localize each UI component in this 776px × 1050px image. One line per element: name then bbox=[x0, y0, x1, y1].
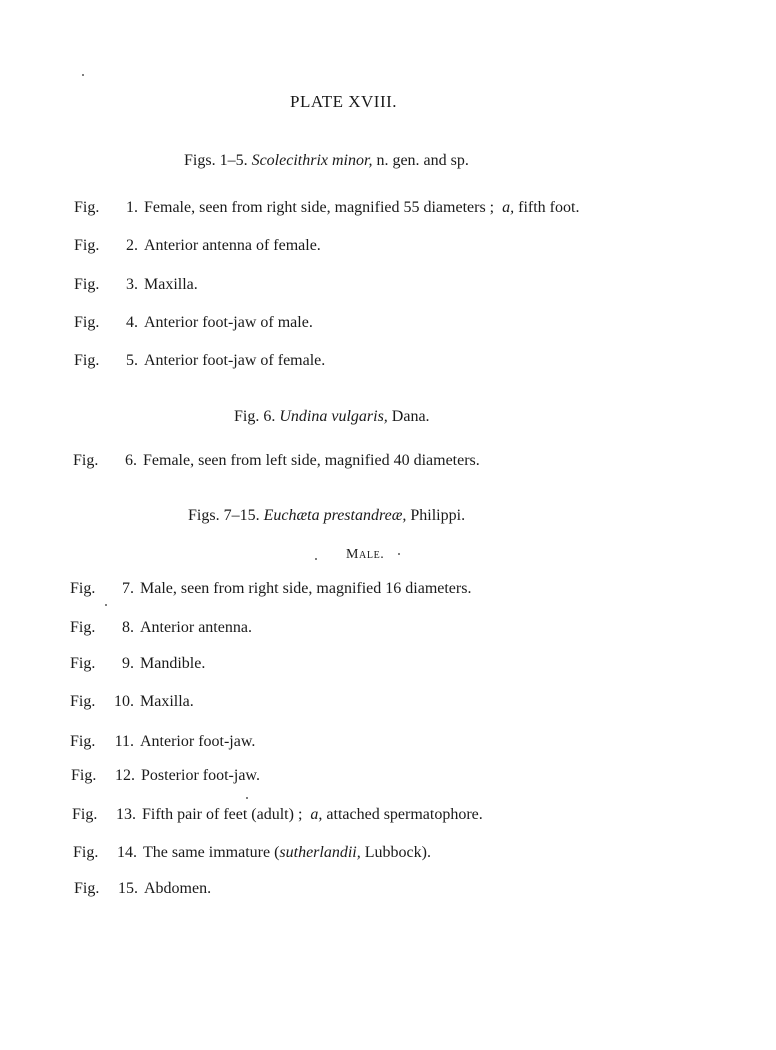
section1-heading bbox=[184, 152, 469, 170]
fig-number: 3. bbox=[126, 276, 138, 293]
fig-number: 15. bbox=[118, 880, 138, 897]
fig-description-after: Lubbock). bbox=[364, 844, 431, 861]
fig-label: Fig. bbox=[70, 693, 96, 710]
print-speck bbox=[82, 74, 84, 76]
fig-label: Fig. bbox=[70, 655, 96, 672]
section2-heading-suffix: Dana. bbox=[391, 408, 430, 425]
print-speck bbox=[105, 604, 107, 606]
fig-label: Fig. bbox=[72, 806, 98, 823]
entry-fig-15 bbox=[74, 879, 211, 899]
fig-description: The same immature ( bbox=[143, 844, 280, 861]
plate-title: PLATE XVIII. bbox=[290, 92, 398, 111]
fig-number: 12. bbox=[115, 767, 135, 784]
fig-number: 9. bbox=[122, 655, 134, 672]
entry-fig-13 bbox=[72, 805, 483, 825]
entry-fig-14 bbox=[73, 843, 431, 863]
fig-number: 2. bbox=[126, 237, 138, 254]
fig-label: Fig. bbox=[74, 880, 100, 897]
fig-description: Abdomen. bbox=[144, 880, 212, 897]
fig-description: Fifth pair of feet (adult) ; bbox=[142, 806, 303, 823]
section3-heading-species: Euchæta prestandreæ, bbox=[263, 507, 407, 524]
fig-description: Female, seen from left side, magnified 40 diameters. bbox=[143, 452, 480, 469]
section2-heading bbox=[234, 408, 430, 426]
entry-fig-3 bbox=[74, 275, 198, 295]
fig-description: Posterior foot-jaw. bbox=[141, 767, 260, 784]
fig-label: Fig. bbox=[73, 844, 99, 861]
fig-label: Fig. bbox=[74, 276, 100, 293]
entry-fig-6 bbox=[73, 451, 480, 471]
fig-number: 6. bbox=[125, 452, 137, 469]
fig-label: Fig. bbox=[74, 352, 100, 369]
section1-heading-suffix: n. gen. and sp. bbox=[376, 152, 469, 169]
entry-fig-7 bbox=[70, 579, 471, 599]
print-speck bbox=[315, 558, 317, 560]
fig-label: Fig. bbox=[70, 619, 96, 636]
fig-number: 1. bbox=[126, 199, 138, 216]
fig-number: 13. bbox=[116, 806, 136, 823]
fig-number: 10. bbox=[114, 693, 134, 710]
fig-description: Anterior foot-jaw. bbox=[140, 733, 256, 750]
section2-heading-prefix: Fig. 6. bbox=[234, 408, 276, 425]
fig-number: 5. bbox=[126, 352, 138, 369]
entry-fig-12 bbox=[71, 766, 260, 786]
entry-fig-5 bbox=[74, 351, 325, 371]
fig-description: Male, seen from right side, magnified 16 diameters. bbox=[140, 580, 472, 597]
section3-heading-suffix: Philippi. bbox=[410, 507, 466, 524]
fig-label: Fig. bbox=[74, 314, 100, 331]
entry-fig-8 bbox=[70, 618, 252, 638]
fig-description: Maxilla. bbox=[140, 693, 194, 710]
entry-fig-1 bbox=[74, 198, 579, 218]
fig-number: 7. bbox=[122, 580, 134, 597]
fig-description: Anterior foot-jaw of male. bbox=[144, 314, 313, 331]
fig-label: Fig. bbox=[74, 237, 100, 254]
section2-heading-species: Undina vulgaris, bbox=[279, 408, 388, 425]
fig-description: Female, seen from right side, magnified 55 diameters ; bbox=[144, 199, 495, 216]
fig-description: Anterior antenna. bbox=[140, 619, 252, 636]
section1-heading-species: Scolecithrix minor, bbox=[251, 152, 373, 169]
fig-description: Mandible. bbox=[140, 655, 206, 672]
entry-fig-9 bbox=[70, 654, 205, 674]
fig-description: Anterior antenna of female. bbox=[144, 237, 321, 254]
entry-fig-4 bbox=[74, 313, 313, 333]
section3-subheading: Male. bbox=[346, 547, 385, 562]
fig-number: 4. bbox=[126, 314, 138, 331]
fig-label: Fig. bbox=[74, 199, 100, 216]
print-speck bbox=[246, 797, 248, 799]
entry-fig-11 bbox=[70, 732, 255, 752]
fig-label: Fig. bbox=[71, 767, 97, 784]
fig-description: Maxilla. bbox=[144, 276, 198, 293]
fig-label: Fig. bbox=[70, 733, 96, 750]
section1-heading-prefix: Figs. 1–5. bbox=[184, 152, 248, 169]
fig-label: Fig. bbox=[70, 580, 96, 597]
fig-description-italic: sutherlandii, bbox=[279, 844, 361, 861]
fig-number: 14. bbox=[117, 844, 137, 861]
entry-fig-2 bbox=[74, 236, 321, 256]
fig-description-after: fifth foot. bbox=[518, 199, 580, 216]
fig-number: 11. bbox=[114, 733, 134, 750]
fig-description-italic: a, bbox=[502, 199, 515, 216]
fig-number: 8. bbox=[122, 619, 134, 636]
entry-fig-10 bbox=[70, 692, 194, 712]
section3-heading bbox=[188, 507, 465, 525]
section3-heading-prefix: Figs. 7–15. bbox=[188, 507, 260, 524]
fig-description: Anterior foot-jaw of female. bbox=[144, 352, 326, 369]
fig-description-after: attached spermatophore. bbox=[326, 806, 483, 823]
fig-label: Fig. bbox=[73, 452, 99, 469]
print-speck bbox=[398, 553, 400, 555]
fig-description-italic: a, bbox=[310, 806, 323, 823]
